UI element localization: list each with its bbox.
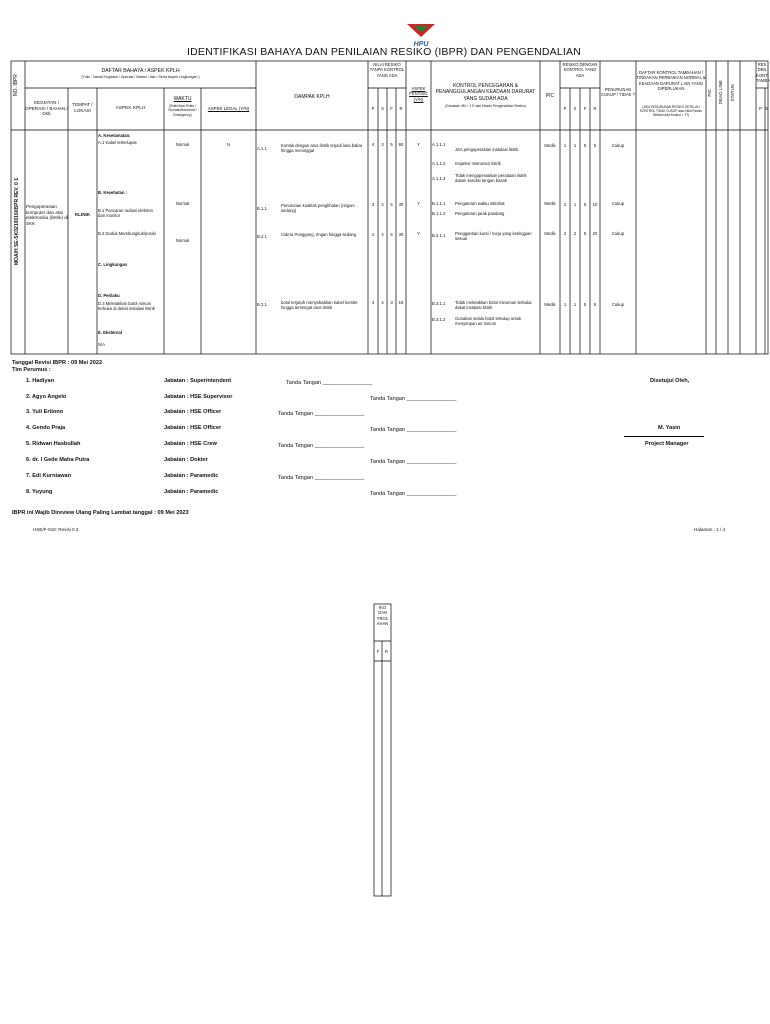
signature-line: Tanda Tangan ________________ bbox=[286, 380, 373, 386]
entry-code: B.3.1 bbox=[257, 302, 267, 307]
residual-r: 10 bbox=[592, 202, 598, 207]
entry-dampak: Penurunan kualitas penglihatan (ringan-sedang) bbox=[281, 203, 356, 214]
residual-pic: Medik bbox=[544, 231, 556, 236]
entry-waktu: Normal bbox=[175, 201, 190, 206]
kontrol-header: KONTROL PENCEGAHAN & PENANGGULANGAN KEADAAN DARURAT YANG SUDAH ADA bbox=[435, 83, 536, 102]
residual-pic: Medik bbox=[544, 201, 556, 206]
entry-dampak: Kontak dengan arus listrik terjadi luka bakar hingga meninggal bbox=[281, 143, 363, 154]
nilai-resiko-header: NILAI RESIKO TANPA KONTROL YANG ADA bbox=[369, 62, 405, 78]
aspect-e-na: N/A bbox=[98, 342, 105, 347]
approver-divider bbox=[624, 436, 704, 437]
control-code: A.1.1.2 bbox=[432, 161, 446, 166]
control-code: B.3.1.1 bbox=[432, 301, 446, 306]
entry-s: 4 bbox=[381, 232, 384, 237]
nilai-r-label: R bbox=[399, 106, 403, 111]
entry-dampak: botol terjatuh menyebabkan kabel korslet hingga tersengat arus listrik bbox=[281, 300, 358, 311]
entry-code: A.1.1 bbox=[257, 146, 267, 151]
residual-s: 1 bbox=[573, 143, 577, 148]
pic2-header: PIC bbox=[707, 89, 712, 97]
trunc-s-label: S bbox=[765, 106, 768, 111]
residual-s: 1 bbox=[573, 202, 577, 207]
signature-line: Tanda Tangan ________________ bbox=[278, 443, 365, 449]
residual-r: 5 bbox=[593, 302, 597, 307]
daftar-bahaya-note: (Tulis : Nama Kegiatan / Operasi / Bahan / dsb / Serta Aspek Lingkungan ) bbox=[81, 75, 200, 79]
control-text: JSA pengoperasian instalasi listrik bbox=[455, 147, 519, 152]
residual-f: 5 bbox=[583, 231, 587, 236]
signature-line: Tanda Tangan ________________ bbox=[370, 459, 457, 465]
member-jabatan: Jabatan : HSE Officer bbox=[164, 425, 222, 431]
entry-p: 3 bbox=[371, 202, 375, 207]
residual-p: 1 bbox=[563, 302, 567, 307]
row-no-ibpr: MOA/H SE-SK0210016/IBPR REV. 0 1 bbox=[14, 178, 20, 266]
signature-line: Tanda Tangan ________________ bbox=[370, 427, 457, 433]
entry-s: 2 bbox=[381, 300, 384, 305]
res-trunc-header: RES DEN KONT TAMBA bbox=[756, 62, 770, 83]
control-code: A.1.1.1 bbox=[432, 142, 446, 147]
signature-line: Tanda Tangan ________________ bbox=[370, 491, 457, 497]
row-kegiatan: Pengoperasian komputer dan alat elektronika (listrik) di SKK bbox=[26, 204, 68, 227]
page2-resiko-header: IKO GAN TROL AHAN bbox=[376, 605, 389, 626]
entry-waktu: Normal bbox=[175, 142, 190, 147]
trunc-p-label: P bbox=[759, 106, 762, 111]
control-code: B.3.1.2 bbox=[432, 317, 446, 322]
entry-f: 3 bbox=[390, 300, 393, 305]
kegiatan-header: KEGIATAN / OPERASI / BAHAN / Dsb bbox=[25, 100, 68, 117]
page-number: Halaman : 1 / 4 bbox=[694, 527, 726, 532]
nilai-p-label: P bbox=[371, 106, 375, 111]
member-jabatan: Jabatan : HSE Supervisor bbox=[164, 394, 233, 400]
entry-p: 3 bbox=[371, 300, 375, 305]
no-ibpr-header: NO. IBPR bbox=[13, 74, 19, 96]
entry-code: B.1.1 bbox=[257, 206, 267, 211]
signature-line: Tanda Tangan ________________ bbox=[370, 396, 457, 402]
aspect-e-head: E. Eksternal bbox=[98, 330, 122, 335]
form-number: HSE/F-018: Revisi 0.3 bbox=[33, 527, 79, 532]
waktu-header: WAKTU bbox=[173, 96, 192, 102]
control-text: Pengaturan waktu istirahat bbox=[455, 201, 505, 206]
daftar-bahaya-header: DAFTAR BAHAYA / ASPEK KPLH bbox=[101, 68, 180, 74]
entry-waktu: Normal bbox=[175, 238, 190, 243]
member-name: 6. dr. I Gede Maha Putra bbox=[26, 457, 90, 463]
control-text: Inspeksi Instrumen listrik bbox=[455, 161, 501, 166]
residual-pic: Medik bbox=[544, 143, 556, 148]
entry-p: 4 bbox=[371, 142, 375, 147]
residual-s: 1 bbox=[573, 302, 577, 307]
entry-r: 18 bbox=[398, 300, 404, 305]
residual-p: 2 bbox=[563, 202, 567, 207]
entry-p: 2 bbox=[371, 232, 375, 237]
waktu-note: (Rutin/Non Rutin / Normal/Abnormal / Emergency) bbox=[168, 104, 197, 117]
control-text: Tidak mengoperasikan peralatan listrik dalam kondisi tangan basah bbox=[455, 173, 527, 184]
row-tempat: KLINIK bbox=[74, 212, 91, 217]
aspect-d3: D.3 Meletakkan botol minum terbuka di dekat instalasi listrik bbox=[98, 301, 155, 312]
aspek-kplh-header: ASPEK KPLH bbox=[115, 106, 146, 111]
control-code: A.1.1.3 bbox=[432, 176, 446, 181]
entry-code: B.2.1 bbox=[257, 234, 267, 239]
res-s-label: S bbox=[573, 106, 577, 111]
aspect-a1: A.1 Kabel terkelupas bbox=[98, 140, 137, 145]
member-jabatan: Jabatan : HSE Officer bbox=[164, 409, 222, 415]
control-text: Pengaturan jarak pandang bbox=[455, 211, 505, 216]
entry-penting: Y bbox=[417, 231, 420, 236]
residual-s: 2 bbox=[573, 231, 577, 236]
member-name: 3. Yuli Ertiono bbox=[26, 409, 64, 415]
entry-penting: Y bbox=[417, 201, 420, 206]
res-p-label: P bbox=[563, 106, 567, 111]
entry-r: 30 bbox=[398, 232, 404, 237]
signature-line: Tanda Tangan ________________ bbox=[278, 475, 365, 481]
revisi-date: Tanggal Revisi IBPR : 09 Mei 2022 bbox=[12, 360, 103, 366]
tempat-header: TEMPAT / LOKASI bbox=[72, 102, 93, 113]
nilai-s-label: S bbox=[381, 106, 384, 111]
penurunan-header: PENURUNAN CUKUP / TIDAK ? bbox=[601, 87, 635, 98]
page2-r-label: R bbox=[384, 649, 389, 654]
entry-s: 3 bbox=[381, 142, 384, 147]
control-text: Penggantian kursi / meja yang ketinggian sesuai bbox=[455, 231, 532, 242]
member-name: 8. Yuyung bbox=[26, 489, 53, 495]
aspect-a-head: A. Keselamatan: bbox=[98, 133, 131, 138]
residual-r: 20 bbox=[592, 231, 598, 236]
pic-header: PIC bbox=[545, 93, 555, 99]
aspect-b2: B.2 Duduk Membungkuk/posisi bbox=[98, 231, 156, 236]
approver-name: M. Yasin bbox=[658, 425, 681, 431]
aspect-b-head: B. Kesehatan : bbox=[98, 190, 128, 195]
res-r-label: R bbox=[593, 106, 597, 111]
daftar-kontrol-header: DAFTAR KONTROL TAMBAHAN / TINDAKAN PERBAIKAN NORMAL & KEADAAN DARURAT LAIN YANG DIPERLUKAN bbox=[636, 70, 706, 91]
entry-f: 5 bbox=[390, 142, 393, 147]
res-f-label: F bbox=[583, 106, 587, 111]
entry-f: 5 bbox=[390, 202, 393, 207]
residual-p: 1 bbox=[563, 143, 567, 148]
logo-text: HPU bbox=[413, 41, 429, 48]
residual-f: 5 bbox=[583, 202, 587, 207]
nilai-f-label: F bbox=[390, 106, 393, 111]
approver-role: Project Manager bbox=[645, 441, 689, 447]
entry-legal: N bbox=[226, 142, 231, 147]
residual-r: 5 bbox=[593, 143, 597, 148]
control-code: B.1.1.1 bbox=[432, 201, 446, 206]
residual-p: 2 bbox=[563, 231, 567, 236]
member-name: 7. Edi Kurniawan bbox=[26, 473, 72, 479]
signature-line: Tanda Tangan ________________ bbox=[278, 411, 365, 417]
entry-dampak: Cidera Punggung, ringan hingga sedang bbox=[281, 232, 357, 237]
resiko-kontrol-header: RESIKO DENGAN KONTROL YANG ADA bbox=[562, 62, 598, 78]
aspek-legal-header: ASPEK LEGAL (Y/N) bbox=[207, 106, 250, 111]
kontrol-note: (Gunakan 4M + 1 E dan Hirarki Pengendalian Resiko) bbox=[445, 104, 526, 108]
disetujui-label: Disetujui Oleh, bbox=[650, 378, 690, 384]
page2-f-label: F bbox=[376, 649, 380, 654]
member-name: 1. Hadiyan bbox=[26, 378, 54, 384]
residual-f: 5 bbox=[583, 302, 587, 307]
residual-cukup: Cukup bbox=[611, 302, 625, 307]
member-jabatan: Jabatan : Paramedic bbox=[164, 489, 219, 495]
document-title: IDENTIFIKASI BAHAYA DAN PENILAIAN RESIKO (IBPR) DAN PENGENDALIAN bbox=[187, 46, 581, 58]
tim-perumus-label: Tim Perumus : bbox=[12, 367, 51, 373]
review-note: IBPR ini Wajib Direview Ulang Paling Lambat tanggal : 09 Mei 2023 bbox=[12, 510, 189, 516]
control-text: Tidak meletakkan botol minuman terbuka dekat instalasi listrik bbox=[455, 300, 532, 311]
residual-pic: Medik bbox=[544, 302, 556, 307]
aspek-penting-header: ASPEK PENTING (Y/N) bbox=[409, 86, 428, 102]
entry-r: 30 bbox=[398, 202, 404, 207]
residual-cukup: Cukup bbox=[611, 143, 625, 148]
entry-s: 2 bbox=[381, 202, 384, 207]
aspect-c-head: C. Lingkungan bbox=[98, 262, 128, 267]
aspect-b1: B.1 Pancaran radiasi elektron dari monitor bbox=[98, 208, 153, 219]
member-jabatan: Jabatan : HSE Crew bbox=[164, 441, 217, 447]
member-jabatan: Jabatan : Paramedic bbox=[164, 473, 219, 479]
status-header: STATUS bbox=[730, 84, 735, 102]
dead-line-header: DEAD LINE bbox=[718, 80, 723, 105]
daftar-kontrol-note: (JIKA PENURUNAN RESIKO SETELAH KONTROL TIDAK CUKUP atau Nilai Resiko Setelah Ada Kontrol > 27) bbox=[639, 105, 703, 117]
member-name: 4. Gendo Praja bbox=[26, 425, 66, 431]
dampak-header: DAMPAK KPLH bbox=[294, 94, 330, 100]
entry-r: 60 bbox=[398, 142, 404, 147]
control-code: B.2.1.1 bbox=[432, 233, 446, 238]
residual-f: 5 bbox=[583, 143, 587, 148]
aspect-d-head: D. Perilaku bbox=[98, 293, 120, 298]
residual-cukup: Cukup bbox=[611, 201, 625, 206]
residual-cukup: Cukup bbox=[611, 231, 625, 236]
member-jabatan: Jabatan : Superintendent bbox=[164, 378, 232, 384]
entry-penting: Y bbox=[417, 142, 420, 147]
member-jabatan: Jabatan : Dokter bbox=[164, 457, 208, 463]
member-name: 5. Ridwan Hasbullah bbox=[26, 441, 81, 447]
entry-f: 5 bbox=[390, 232, 393, 237]
control-code: B.1.1.2 bbox=[432, 211, 446, 216]
member-name: 2. Agyo Angelo bbox=[26, 394, 67, 400]
control-text: Gunakan selalu botol tertutup untuk menyimpan air minum bbox=[455, 316, 522, 327]
